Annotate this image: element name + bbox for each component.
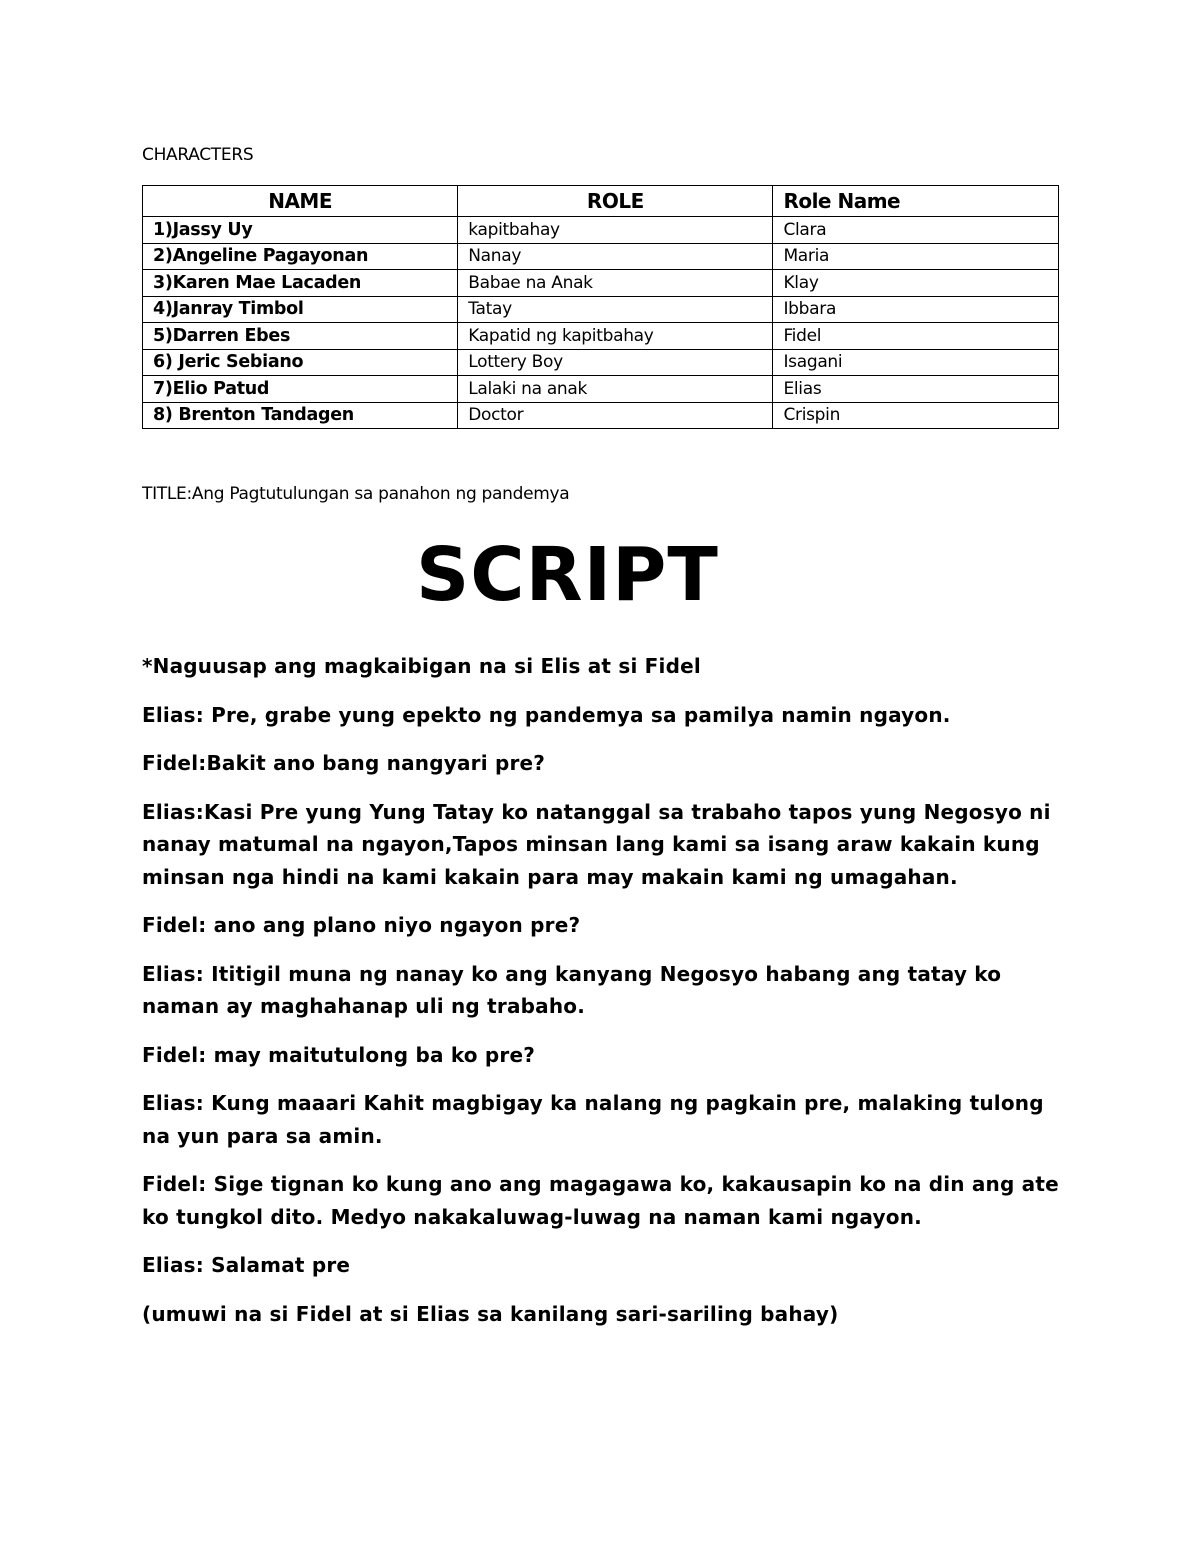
dialogue-line: Fidel: ano ang plano niyo ngayon pre? — [142, 913, 581, 937]
cell-name: 4)Janray Timbol — [143, 296, 458, 323]
table-row — [143, 217, 1059, 244]
cell-role-name: Ibbara — [773, 296, 1059, 323]
dialogue-line: Elias: Kung maaari Kahit magbigay ka nalang ng pagkain pre, malaking tulong na yun para sa amin. — [142, 1091, 1044, 1148]
cell-name: 3)Karen Mae Lacaden — [143, 270, 458, 297]
cell-role: Tatay — [458, 296, 773, 323]
cell-name: 2)Angeline Pagayonan — [143, 243, 458, 270]
table-row — [143, 349, 1059, 376]
dialogue-line: Fidel: may maitutulong ba ko pre? — [142, 1042, 536, 1067]
cell-role-name: Fidel — [773, 323, 1059, 350]
dialogue-line: Elias: Salamat pre — [142, 1253, 351, 1277]
header-role-name: Role Name — [773, 186, 1059, 217]
cell-role-name: Clara — [773, 217, 1059, 244]
dialogue-line: Elias: Ititigil muna ng nanay ko ang kanyang Negosyo habang ang tatay ko naman ay maghahanap uli ng trabaho. — [142, 961, 1002, 1018]
table-row — [143, 376, 1059, 403]
cell-role-name: Elias — [773, 376, 1059, 403]
cell-name: 7)Elio Patud — [143, 376, 458, 403]
script-body — [142, 650, 1072, 1346]
table-row — [143, 296, 1059, 323]
cell-role-name: Isagani — [773, 349, 1059, 376]
cast-table — [142, 185, 1059, 429]
cell-role: Nanay — [458, 243, 773, 270]
cell-role: Babae na Anak — [458, 270, 773, 297]
cell-role-name: Klay — [773, 270, 1059, 297]
script-title: TITLE:Ang Pagtutulungan sa panahon ng pandemya — [142, 484, 570, 504]
table-row — [143, 323, 1059, 350]
table-row — [143, 402, 1059, 429]
cell-name: 5)Darren Ebes — [143, 323, 458, 350]
cell-role: Doctor — [458, 402, 773, 429]
cast-table-header-row — [143, 186, 1059, 217]
dialogue-line: Elias:Kasi Pre yung Yung Tatay ko natanggal sa trabaho tapos yung Negosyo ni nanay matumal na ngayon,Tapos minsan lang kami sa isang araw kakain kung minsan nga hindi na kami kakain para may makain kami ng umagahan. — [142, 799, 1051, 889]
stage-direction: *Naguusap ang magkaibigan na si Elis at si Fidel — [142, 654, 701, 678]
cell-role-name: Maria — [773, 243, 1059, 270]
dialogue-line: Fidel: Sige tignan ko kung ano ang magagawa ko, kakausapin ko na din ang ate ko tungkol dito. Medyo nakakaluwag-luwag na naman kami ngayon. — [142, 1172, 1059, 1229]
table-row — [143, 243, 1059, 270]
stage-direction: (umuwi na si Fidel at si Elias sa kanilang sari-sariling bahay) — [142, 1301, 839, 1326]
cell-role: Lalaki na anak — [458, 376, 773, 403]
cell-name: 6) Jeric Sebiano — [143, 349, 458, 376]
script-heading: SCRIPT — [416, 532, 719, 618]
cell-name: 1)Jassy Uy — [143, 217, 458, 244]
cell-role: kapitbahay — [458, 217, 773, 244]
cell-name: 8) Brenton Tandagen — [143, 402, 458, 429]
cell-role: Lottery Boy — [458, 349, 773, 376]
dialogue-line: Elias: Pre, grabe yung epekto ng pandemya sa pamilya namin ngayon. — [142, 702, 951, 727]
header-role: ROLE — [458, 186, 773, 217]
header-name: NAME — [143, 186, 458, 217]
characters-heading: CHARACTERS — [142, 145, 254, 165]
dialogue-line: Fidel:Bakit ano bang nangyari pre? — [142, 751, 546, 775]
table-row — [143, 270, 1059, 297]
cell-role: Kapatid ng kapitbahay — [458, 323, 773, 350]
cell-role-name: Crispin — [773, 402, 1059, 429]
